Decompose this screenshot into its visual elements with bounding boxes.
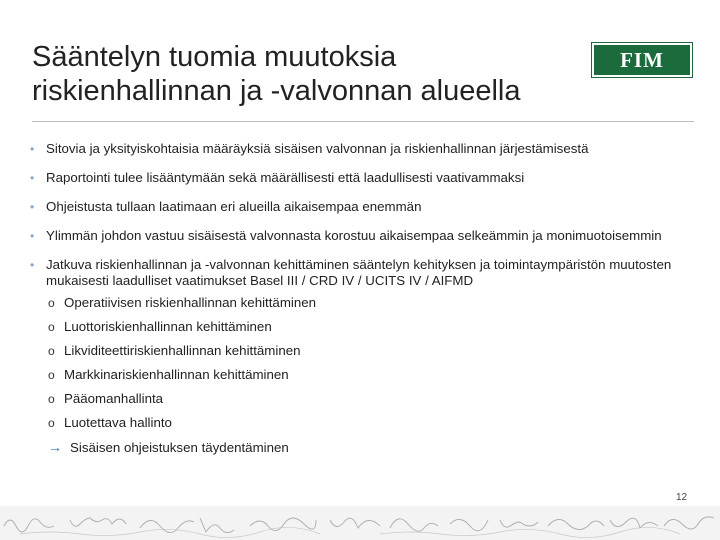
bullet-dot-icon: • <box>30 258 35 272</box>
bullet-dot-icon: • <box>30 142 35 156</box>
sub-list-item <box>48 415 690 431</box>
bullet-dot-icon: • <box>30 171 35 185</box>
bullet-item <box>30 228 690 244</box>
sub-list-item <box>48 319 690 335</box>
handwriting-decoration <box>0 506 720 540</box>
bullet-item <box>30 170 690 186</box>
bullet-dot-icon: • <box>30 200 35 214</box>
bullet-dot-icon: • <box>30 229 35 243</box>
sub-item-text: Likviditeettiriskienhallinnan kehittäminen <box>64 343 301 358</box>
sub-list-item <box>48 391 690 407</box>
arrow-list-item <box>48 440 690 456</box>
page-number: 12 <box>676 492 688 503</box>
signature-footer-decoration <box>0 506 720 540</box>
title-line-2: riskienhallinnan ja -valvonnan alueella <box>32 75 521 107</box>
bullet-item <box>30 199 690 215</box>
sub-item-text: Luottoriskienhallinnan kehittäminen <box>64 319 272 334</box>
sub-item-text: Operatiivisen riskienhallinnan kehittäminen <box>64 295 317 310</box>
bullet-list <box>30 141 690 456</box>
bullet-text: Jatkuva riskienhallinnan ja -valvonnan kehittäminen sääntelyn kehityksen ja toimintaympäristön muutosten mukaisesti laadulliset vaatimukset Basel III / CRD IV / UCITS IV / AIFMD <box>46 257 672 288</box>
sub-list-item <box>48 295 690 311</box>
slide-title <box>32 40 520 108</box>
bullet-item <box>30 257 690 289</box>
sub-item-text: Luotettava hallinto <box>64 415 172 430</box>
bullet-item <box>30 141 690 157</box>
sub-list-item <box>48 343 690 359</box>
right-arrow-icon: → <box>48 439 62 455</box>
fim-logo <box>592 43 692 77</box>
title-line-1: Sääntelyn tuomia muutoksia <box>32 41 397 73</box>
sub-list-item <box>48 367 690 383</box>
logo-text: FIM <box>620 47 664 72</box>
hollow-circle-icon: o <box>48 296 55 310</box>
bullet-text: Ohjeistusta tullaan laatimaan eri alueilla aikaisempaa enemmän <box>46 199 422 214</box>
hollow-circle-icon: o <box>48 368 55 382</box>
bullet-text: Ylimmän johdon vastuu sisäisestä valvonnasta korostuu aikaisempaa selkeämmin ja monimuotoisemmin <box>46 228 662 243</box>
arrow-item-text: Sisäisen ohjeistuksen täydentäminen <box>70 440 289 455</box>
title-divider <box>32 121 694 122</box>
sub-item-text: Pääomanhallinta <box>64 391 164 406</box>
hollow-circle-icon: o <box>48 320 55 334</box>
hollow-circle-icon: o <box>48 416 55 430</box>
bullet-text: Raportointi tulee lisääntymään sekä määrällisesti että laadullisesti vaativammaksi <box>46 170 525 185</box>
hollow-circle-icon: o <box>48 344 55 358</box>
hollow-circle-icon: o <box>48 392 55 406</box>
sub-item-text: Markkinariskienhallinnan kehittäminen <box>64 367 289 382</box>
bullet-text: Sitovia ja yksityiskohtaisia määräyksiä sisäisen valvonnan ja riskienhallinnan järjestämisestä <box>46 141 589 156</box>
